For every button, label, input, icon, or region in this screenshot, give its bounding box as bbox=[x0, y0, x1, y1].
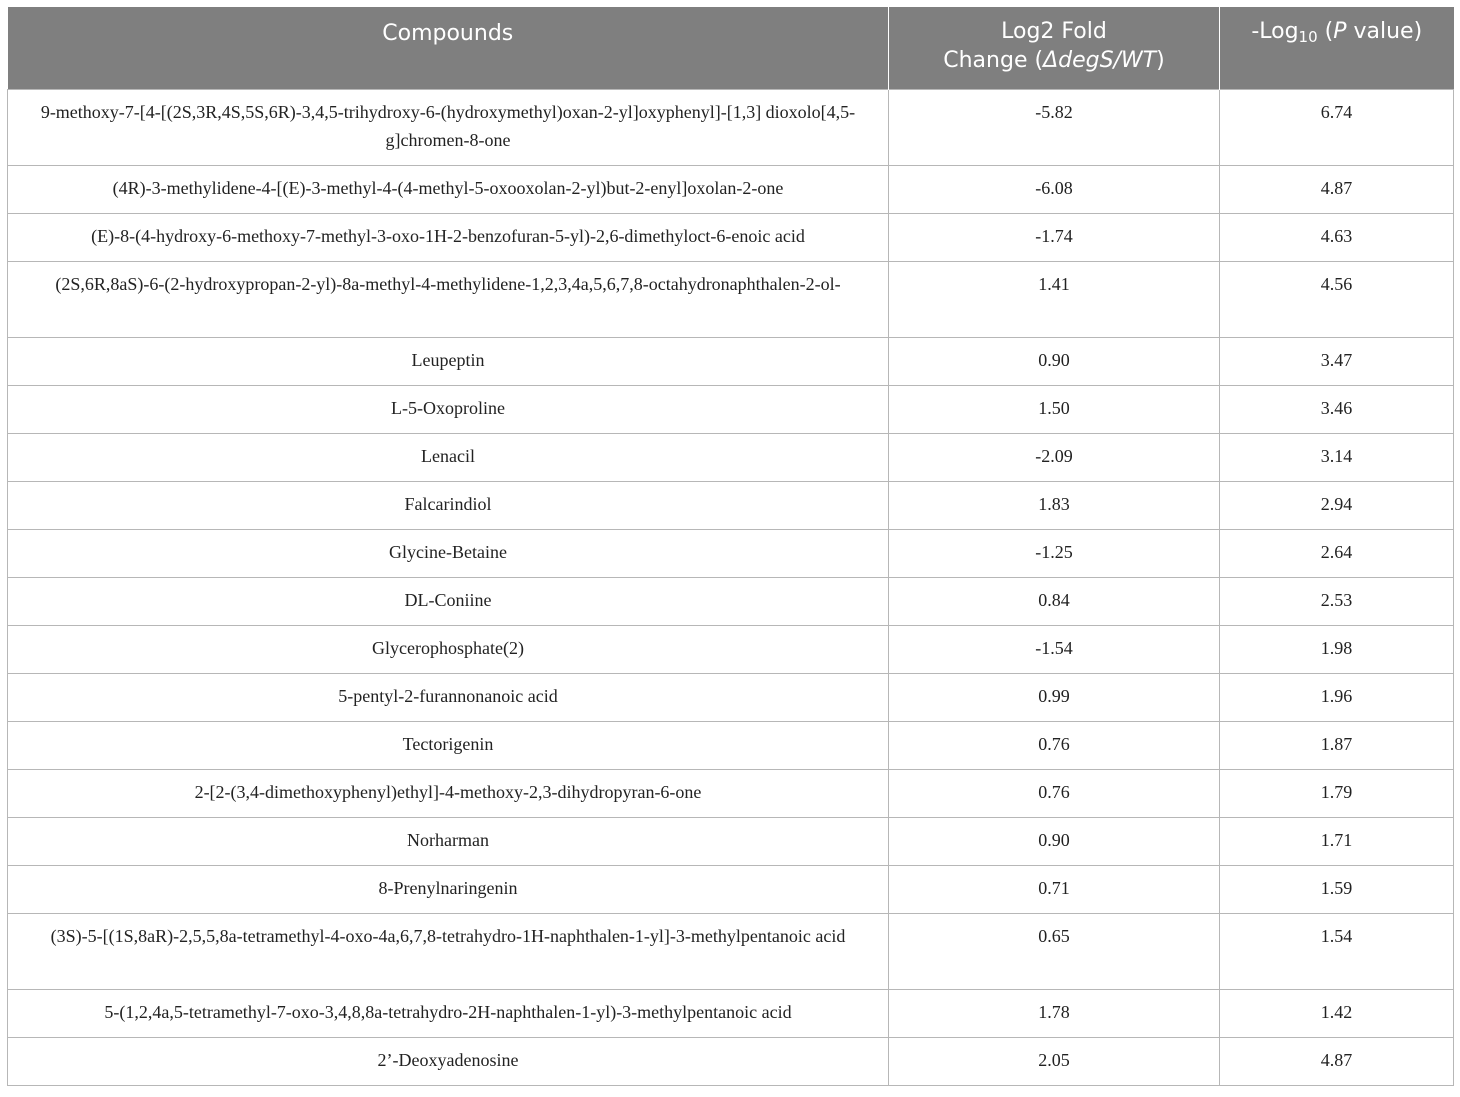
table-row bbox=[8, 674, 1454, 722]
neg-log10-p-value: 1.42 bbox=[1220, 990, 1454, 1038]
table-body bbox=[8, 90, 1454, 1086]
header-compounds: Compounds bbox=[8, 7, 889, 90]
log2-fold-change-value: -1.25 bbox=[889, 530, 1220, 578]
log2-fold-change-value: 0.71 bbox=[889, 866, 1220, 914]
table-row bbox=[8, 338, 1454, 386]
neg-log10-p-value: 4.63 bbox=[1220, 214, 1454, 262]
table-row bbox=[8, 914, 1454, 990]
compound-name: Falcarindiol bbox=[8, 482, 889, 530]
compound-name: L-5-Oxoproline bbox=[8, 386, 889, 434]
neg-log10-p-value: 1.87 bbox=[1220, 722, 1454, 770]
log2-fold-change-value: 0.76 bbox=[889, 722, 1220, 770]
log2-fold-change-value: -2.09 bbox=[889, 434, 1220, 482]
neg-log10-p-value: 4.87 bbox=[1220, 1038, 1454, 1086]
table-row bbox=[8, 1038, 1454, 1086]
table-row bbox=[8, 166, 1454, 214]
log2-fold-change-value: 0.84 bbox=[889, 578, 1220, 626]
table-row bbox=[8, 214, 1454, 262]
compound-name: Leupeptin bbox=[8, 338, 889, 386]
header-log2-fold-change: Log2 Fold Change (ΔdegS/WT) bbox=[889, 7, 1220, 90]
compound-name: Glycerophosphate(2) bbox=[8, 626, 889, 674]
compound-name: 5-(1,2,4a,5-tetramethyl-7-oxo-3,4,8,8a-tetrahydro-2H-naphthalen-1-yl)-3-methylpentanoic acid bbox=[8, 990, 889, 1038]
table-row bbox=[8, 818, 1454, 866]
log2-fold-change-value: 1.78 bbox=[889, 990, 1220, 1038]
table-row bbox=[8, 722, 1454, 770]
neg-log10-p-value: 1.71 bbox=[1220, 818, 1454, 866]
table-row bbox=[8, 990, 1454, 1038]
neg-log10-p-value: 2.53 bbox=[1220, 578, 1454, 626]
log2-fold-change-value: 2.05 bbox=[889, 1038, 1220, 1086]
neg-log10-p-value: 2.94 bbox=[1220, 482, 1454, 530]
table-row bbox=[8, 578, 1454, 626]
compound-name: Norharman bbox=[8, 818, 889, 866]
compound-name: (2S,6R,8aS)-6-(2-hydroxypropan-2-yl)-8a-methyl-4-methylidene-1,2,3,4a,5,6,7,8-octahydronaphthalen-2-ol- bbox=[8, 262, 889, 338]
table-row bbox=[8, 770, 1454, 818]
compound-name: 2’-Deoxyadenosine bbox=[8, 1038, 889, 1086]
compound-name: Lenacil bbox=[8, 434, 889, 482]
table-row bbox=[8, 90, 1454, 166]
compound-name: DL-Coniine bbox=[8, 578, 889, 626]
neg-log10-p-value: 1.98 bbox=[1220, 626, 1454, 674]
compound-name: Glycine-Betaine bbox=[8, 530, 889, 578]
compounds-table bbox=[7, 7, 1454, 1086]
log2-fold-change-value: -1.74 bbox=[889, 214, 1220, 262]
neg-log10-p-value: 1.79 bbox=[1220, 770, 1454, 818]
compounds-table-container bbox=[7, 7, 1453, 1086]
neg-log10-p-value: 3.47 bbox=[1220, 338, 1454, 386]
table-row bbox=[8, 434, 1454, 482]
neg-log10-p-value: 1.54 bbox=[1220, 914, 1454, 990]
log2-fold-change-value: 0.90 bbox=[889, 338, 1220, 386]
compound-name: 2-[2-(3,4-dimethoxyphenyl)ethyl]-4-methoxy-2,3-dihydropyran-6-one bbox=[8, 770, 889, 818]
log2-fold-change-value: -5.82 bbox=[889, 90, 1220, 166]
table-row bbox=[8, 530, 1454, 578]
log2-fold-change-value: 0.76 bbox=[889, 770, 1220, 818]
compound-name: (E)-8-(4-hydroxy-6-methoxy-7-methyl-3-oxo-1H-2-benzofuran-5-yl)-2,6-dimethyloct-6-enoic acid bbox=[8, 214, 889, 262]
table-header bbox=[8, 7, 1454, 90]
table-row bbox=[8, 866, 1454, 914]
log2-fold-change-value: 1.83 bbox=[889, 482, 1220, 530]
log2-fold-change-value: -1.54 bbox=[889, 626, 1220, 674]
neg-log10-p-value: 4.56 bbox=[1220, 262, 1454, 338]
neg-log10-p-value: 4.87 bbox=[1220, 166, 1454, 214]
table-row bbox=[8, 262, 1454, 338]
compound-name: 9-methoxy-7-[4-[(2S,3R,4S,5S,6R)-3,4,5-trihydroxy-6-(hydroxymethyl)oxan-2-yl]oxyphenyl]-[1,3] dioxolo[4,5-g]chromen-8-one bbox=[8, 90, 889, 166]
log2-fold-change-value: 1.41 bbox=[889, 262, 1220, 338]
compound-name: 5-pentyl-2-furannonanoic acid bbox=[8, 674, 889, 722]
table-row bbox=[8, 386, 1454, 434]
neg-log10-p-value: 3.14 bbox=[1220, 434, 1454, 482]
compound-name: Tectorigenin bbox=[8, 722, 889, 770]
compound-name: (3S)-5-[(1S,8aR)-2,5,5,8a-tetramethyl-4-oxo-4a,6,7,8-tetrahydro-1H-naphthalen-1-yl]-3-methylpentanoic acid bbox=[8, 914, 889, 990]
neg-log10-p-value: 6.74 bbox=[1220, 90, 1454, 166]
table-row bbox=[8, 626, 1454, 674]
neg-log10-p-value: 2.64 bbox=[1220, 530, 1454, 578]
header-neg-log10-p-value: -Log$_{10}$ (P value) bbox=[1220, 7, 1454, 90]
log2-fold-change-value: -6.08 bbox=[889, 166, 1220, 214]
neg-log10-p-value: 3.46 bbox=[1220, 386, 1454, 434]
compound-name: 8-Prenylnaringenin bbox=[8, 866, 889, 914]
neg-log10-p-value: 1.59 bbox=[1220, 866, 1454, 914]
log2-fold-change-value: 0.65 bbox=[889, 914, 1220, 990]
table-row bbox=[8, 482, 1454, 530]
log2-fold-change-value: 0.99 bbox=[889, 674, 1220, 722]
log2-fold-change-value: 0.90 bbox=[889, 818, 1220, 866]
log2-fold-change-value: 1.50 bbox=[889, 386, 1220, 434]
neg-log10-p-value: 1.96 bbox=[1220, 674, 1454, 722]
compound-name: (4R)-3-methylidene-4-[(E)-3-methyl-4-(4-methyl-5-oxooxolan-2-yl)but-2-enyl]oxolan-2-one bbox=[8, 166, 889, 214]
